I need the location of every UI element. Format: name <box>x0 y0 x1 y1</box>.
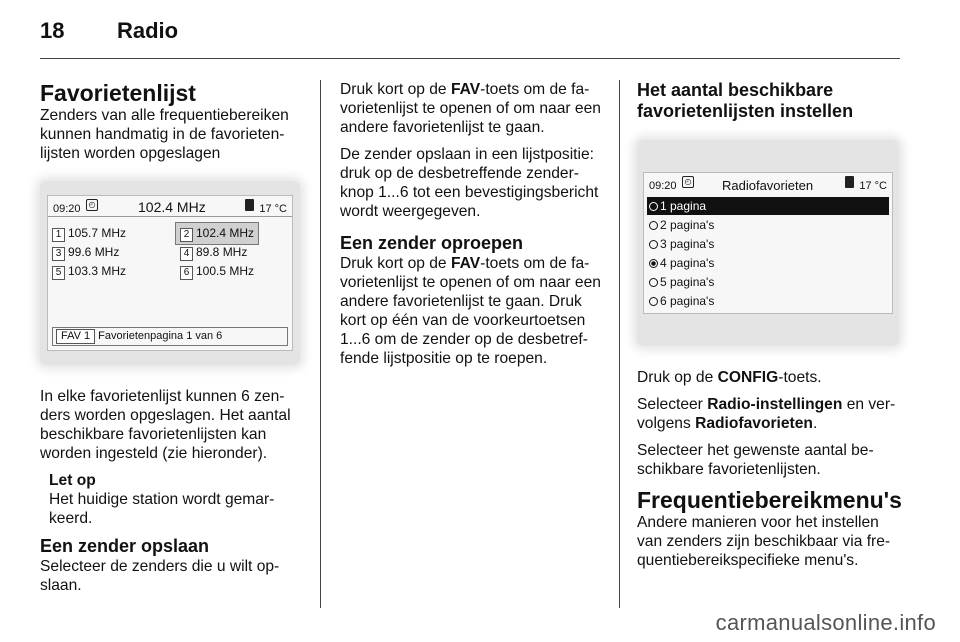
display-panel <box>47 195 293 351</box>
menu-option-selected[interactable]: 4 pagina's <box>647 254 889 272</box>
note-text: Het huidige station wordt gemar-keerd. <box>49 491 275 527</box>
status-bar <box>644 173 892 195</box>
menu-option[interactable]: 2 pagina's <box>647 216 889 234</box>
radio-button-icon <box>649 297 658 306</box>
menu-option[interactable]: 6 pagina's <box>647 292 889 310</box>
phone-icon <box>845 176 854 188</box>
clock-time: 09:20 <box>53 203 81 215</box>
fav-tag: FAV 1 <box>56 329 95 344</box>
radio-display-screenshot <box>40 181 300 365</box>
temperature: 17 °C <box>859 180 887 192</box>
column-divider-1 <box>320 80 321 608</box>
preset-button[interactable] <box>180 262 254 281</box>
clock-icon: ◴ <box>682 176 694 188</box>
chapter-title: Radio <box>117 18 179 43</box>
preset-button-selected[interactable] <box>175 222 259 245</box>
phone-icon <box>245 199 254 211</box>
save-text: Selecteer de zenders die u wilt op-slaan. <box>40 558 280 594</box>
fav-key-paragraph: Druk kort op de FAV-toets om de fa-vorietenlijst te openen of om naar een andere favorietenlijst te gaan. <box>340 81 601 136</box>
current-frequency: 102.4 MHz <box>138 199 206 215</box>
preset-label: 102.4 MHz <box>196 226 255 240</box>
status-bar <box>48 196 292 217</box>
subheading-zender-oproepen: Een zender oproepen <box>340 233 524 253</box>
subheading-zender-opslaan: Een zender opslaan <box>40 536 210 556</box>
preset-label: 100.5 MHz <box>196 264 255 278</box>
radiofavorieten-menu-screenshot <box>637 140 899 346</box>
fav-key-label: FAV <box>450 255 481 272</box>
radio-button-icon <box>649 240 658 249</box>
favorites-paragraph: In elke favorietenlijst kunnen 6 zen-ders worden opgeslagen. Het aantal beschikbare favorietenlijsten kan worden ingesteld (zie hieronder). <box>40 388 291 462</box>
note-block <box>49 471 304 528</box>
favorites-page-bar <box>52 327 288 346</box>
radio-button-icon <box>649 221 658 230</box>
clock-icon: ◴ <box>86 199 98 211</box>
clock-time: 09:20 <box>649 180 677 192</box>
preset-label: 103.3 MHz <box>68 264 127 278</box>
preset-number: 5 <box>52 266 65 280</box>
store-position-paragraph: De zender opslaan in een lijstpositie: druk op de desbetreffende zender-knop 1...6 tot een bevestigingsbericht wordt weergegeven. <box>340 146 599 220</box>
radio-button-icon <box>649 202 658 211</box>
column-2 <box>340 80 604 376</box>
menu-option-highlighted[interactable]: 1 pagina <box>647 197 889 215</box>
config-paragraph: Druk op de CONFIG-toets. <box>637 369 822 386</box>
preset-button[interactable] <box>52 243 119 262</box>
frequency-menus-text: Andere manieren voor het instellen van zenders zijn beschikbaar via fre-quentiebereikspecifieke menu's. <box>637 514 891 569</box>
preset-button[interactable] <box>180 243 247 262</box>
page-number: 18 <box>40 18 65 43</box>
radio-button-selected-icon <box>649 259 658 268</box>
preset-label: 99.6 MHz <box>68 245 120 259</box>
preset-button[interactable] <box>52 224 126 243</box>
menu-title: Radiofavorieten <box>722 178 814 193</box>
radio-favorites-label: Radiofavorieten <box>695 415 813 432</box>
section-title-frequentiebereikmenus: Frequentiebereikmenu's <box>637 487 902 513</box>
preset-button[interactable] <box>52 262 126 281</box>
preset-number: 1 <box>52 228 65 242</box>
preset-number: 4 <box>180 247 193 261</box>
watermark: carmanualsonline.info <box>715 610 936 635</box>
select-menu-paragraph: Selecteer Radio-instellingen en ver-volgens Radiofavorieten. <box>637 396 896 432</box>
section-title-favorietenlijst: Favorietenlijst <box>40 80 196 106</box>
preset-number: 2 <box>180 228 193 242</box>
preset-number: 3 <box>52 247 65 261</box>
column-3 <box>637 80 901 578</box>
intro-text: Zenders van alle frequentiebereiken kunnen handmatig in de favorieten-lijsten worden opgeslagen <box>40 107 289 162</box>
preset-number: 6 <box>180 266 193 280</box>
note-heading: Let op <box>49 472 96 489</box>
preset-label: 89.8 MHz <box>196 245 248 259</box>
radio-button-icon <box>649 278 658 287</box>
menu-option[interactable]: 5 pagina's <box>647 273 889 291</box>
column-divider-2 <box>619 80 620 608</box>
menu-option[interactable]: 3 pagina's <box>647 235 889 253</box>
subheading-aantal-favorietenlijsten: Het aantal beschikbare favorietenlijsten instellen <box>637 80 854 121</box>
radio-settings-label: Radio-instellingen <box>707 396 843 413</box>
fav-page-text: Favorietenpagina 1 van 6 <box>98 330 223 342</box>
select-count-paragraph: Selecteer het gewenste aantal be-schikbare favorietenlijsten. <box>637 442 874 478</box>
temperature: 17 °C <box>259 203 287 215</box>
recall-paragraph: Druk kort op de FAV-toets om de fa-vorietenlijst te openen of om naar een andere favorietenlijst te gaan. Druk kort op één van de voorkeurtoetsen 1...6 om de zender op de desbetref-fende lijstpositie op te roepen. <box>340 255 601 367</box>
header-rule <box>40 58 900 59</box>
display-panel <box>643 172 893 314</box>
column-1 <box>40 80 304 603</box>
preset-label: 105.7 MHz <box>68 226 127 240</box>
fav-key-label: FAV <box>450 81 481 98</box>
config-key-label: CONFIG <box>717 369 779 386</box>
